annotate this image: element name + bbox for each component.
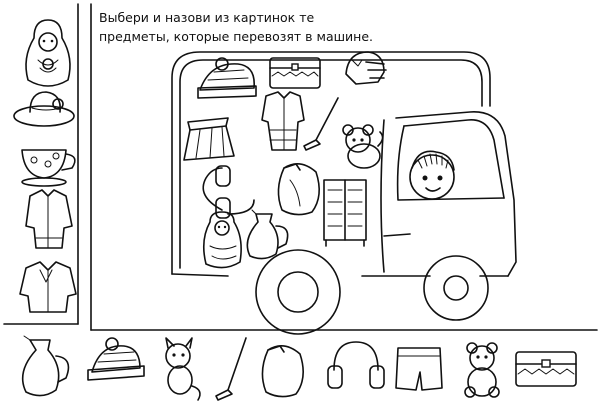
bottom-kitten-icon — [166, 338, 200, 400]
bottom-shorts-icon — [396, 348, 442, 390]
cargo-pompom-hat-icon — [198, 58, 256, 98]
left-matryoshka-icon — [26, 20, 70, 86]
bottom-headphones-icon — [328, 342, 384, 388]
cargo-helmet-icon — [346, 52, 386, 84]
bottom-teddy-bear-icon — [465, 343, 499, 397]
bottom-hockey-stick-icon — [216, 338, 246, 400]
left-teacup-icon — [22, 150, 75, 186]
bottom-sack-icon — [262, 346, 303, 397]
bottom-jug-icon — [23, 336, 69, 396]
bottom-pompom-hat-icon — [88, 338, 144, 380]
cargo-coat-icon — [262, 92, 304, 150]
cargo-chest-icon — [270, 58, 320, 88]
driver-face-icon — [410, 151, 454, 199]
cargo-skirt-icon — [184, 118, 234, 160]
cargo-cabinet-icon — [324, 180, 366, 246]
bottom-chest-icon — [516, 352, 576, 386]
cargo-teddy-bear-icon — [343, 125, 383, 168]
task-line-2: предметы, которые перевозят в машине. — [99, 29, 374, 44]
left-shirt-icon — [20, 262, 76, 312]
task-line-1: Выбери и назови из картинок те — [99, 10, 315, 25]
cargo-sack-icon — [278, 164, 319, 215]
cargo-matryoshka-icon — [204, 212, 241, 268]
cargo-headphones-icon — [203, 166, 254, 218]
frame-lines — [4, 4, 597, 330]
left-coat-icon — [26, 190, 72, 248]
cargo-hockey-stick-icon — [304, 98, 338, 150]
left-hat-icon — [14, 92, 74, 126]
cargo-jug-icon — [247, 210, 287, 259]
truck — [172, 52, 516, 334]
